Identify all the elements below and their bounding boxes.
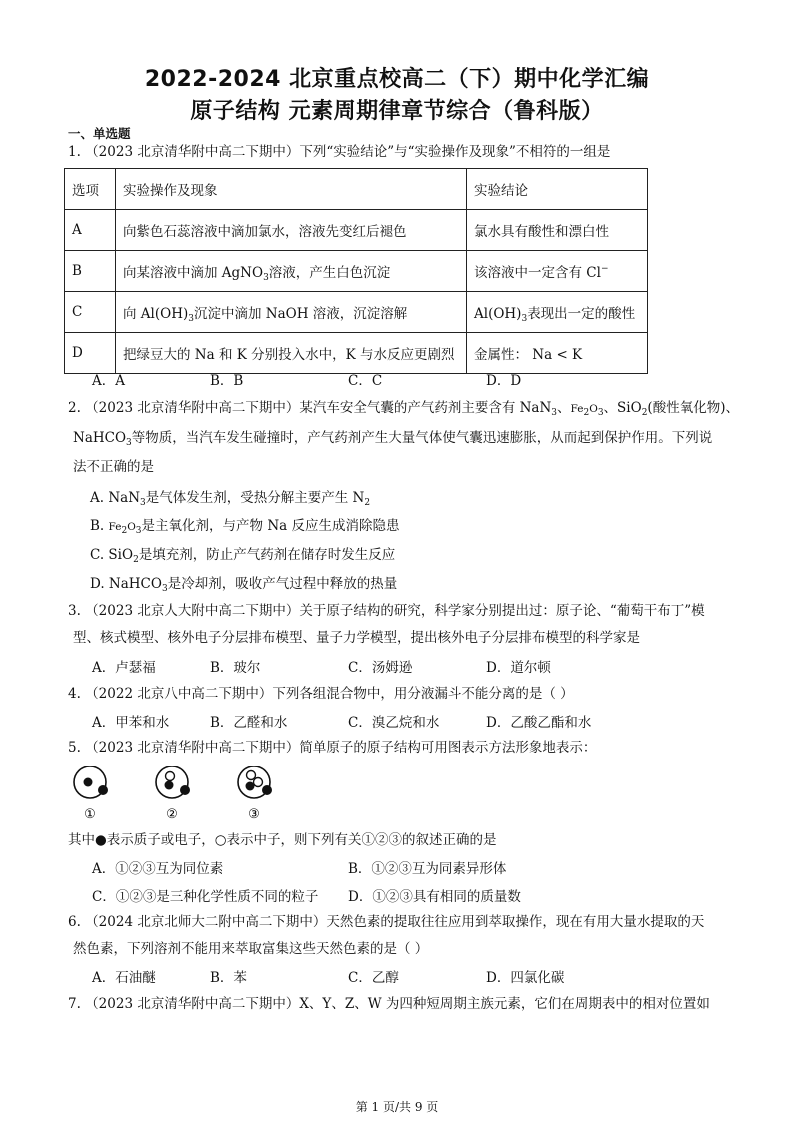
q3-option-a: A．卢瑟福	[92, 660, 156, 676]
atom-3-icon	[238, 766, 272, 798]
cell-text: 向 Al(OH)	[123, 306, 189, 322]
q5-option-d: D．①②③具有相同的质量数	[348, 889, 521, 905]
q2-line3: 法不正确的是	[73, 459, 154, 475]
q5-option-b: B．①②③互为同素异形体	[348, 861, 507, 877]
table-cell: 向紫色石蕊溶液中滴加氯水，溶液先变红后褪色	[116, 210, 467, 251]
q2-option-d: D. NaHCO$_3$是冷却剂，吸收产气过程中释放的热量	[90, 576, 398, 594]
cell-text: Al(OH)	[474, 306, 522, 322]
q4-option-b: B．乙醛和水	[210, 715, 288, 731]
table-cell	[116, 292, 467, 333]
table-row	[65, 292, 648, 333]
q6-option-a: A．石油醚	[92, 970, 156, 986]
page-footer: 第 1 页/共 9 页	[355, 1100, 439, 1114]
q2-option-b: B. $Fe_2O_3$是主氧化剂，与产物 Na 反应生成消除隐患	[90, 518, 400, 536]
q1-option-a: A．A	[92, 373, 125, 389]
q6-option-c: C．乙醇	[348, 970, 399, 986]
atom-1-icon	[74, 766, 108, 798]
superscript: −	[600, 264, 609, 274]
q2-option-a: A. NaN$_3$是气体发生剂，受热分解主要产生 $N_2$	[90, 490, 371, 508]
q3-line2: 型、核式模型、核外电子分层排布模型、量子力学模型，提出核外电子分层排布模型的科学家是	[73, 630, 640, 646]
page-subtitle: 原子结构 元素周期律章节综合（鲁科版）	[190, 99, 604, 124]
q7-line1: 7. （2023 北京清华附中高二下期中）X、Y、Z、W 为四种短周期主族元素，它们在周期表中的相对位置如	[68, 996, 710, 1012]
table-header: 选项	[65, 169, 116, 210]
table-header-row	[65, 169, 648, 210]
q1-table	[64, 168, 648, 374]
atom-2-icon	[156, 766, 190, 798]
table-row	[65, 333, 648, 374]
cell-text: 沉淀中滴加 NaOH 溶液，沉淀溶解	[193, 306, 408, 322]
table-header: 实验结论	[467, 169, 648, 210]
q3-option-d: D．道尔顿	[486, 660, 551, 676]
table-cell: B	[65, 251, 116, 292]
cell-text: 向某溶液中滴加 AgNO	[123, 265, 264, 281]
q2-option-c: C. SiO$_2$是填充剂，防止产气药剂在储存时发生反应	[90, 547, 396, 565]
page-title: 2022-2024 北京重点校高二（下）期中化学汇编	[144, 67, 650, 92]
section-heading: 一、单选题	[68, 126, 131, 141]
q3-line1: 3. （2023 北京人大附中高二下期中）关于原子结构的研究，科学家分别提出过：原子论、“葡萄干布丁”模	[68, 603, 705, 619]
atom-label: ②	[166, 807, 178, 822]
table-cell	[467, 251, 648, 292]
q4-option-d: D．乙酸乙酯和水	[486, 715, 592, 731]
atom-structure-diagram	[68, 766, 298, 826]
table-cell: C	[65, 292, 116, 333]
q4-option-a: A．甲苯和水	[92, 715, 170, 731]
q4-option-c: C．溴乙烷和水	[348, 715, 440, 731]
q6-line1: 6. （2024 北京北师大二附中高二下期中）天然色素的提取往往应用到萃取操作，现在有用大量水提取的天	[68, 914, 705, 930]
q5-option-a: A．①②③互为同位素	[92, 861, 224, 877]
table-cell: A	[65, 210, 116, 251]
q1-stem: 1. （2023 北京清华附中高二下期中）下列“实验结论”与“实验操作及现象”不相符的一组是	[68, 144, 611, 160]
q6-option-d: D．四氯化碳	[486, 970, 565, 986]
atom-label: ③	[248, 807, 260, 822]
q1-option-d: D．D	[486, 373, 522, 389]
atom-label: ①	[84, 807, 96, 822]
table-cell	[467, 292, 648, 333]
subscript: 3	[521, 314, 528, 324]
table-row	[65, 210, 648, 251]
q5-line1: 5. （2023 北京清华附中高二下期中）简单原子的原子结构可用图表示方法形象地表示：	[68, 740, 597, 756]
q1-option-b: B．B	[210, 373, 244, 389]
q6-line2: 然色素，下列溶剂不能用来萃取富集这些天然色素的是（ ）	[73, 941, 429, 957]
q6-option-b: B．苯	[210, 970, 247, 986]
table-header: 实验操作及现象	[116, 169, 467, 210]
table-cell	[116, 251, 467, 292]
q3-option-c: C．汤姆逊	[348, 660, 413, 676]
table-row	[65, 251, 648, 292]
table-cell: 氯水具有酸性和漂白性	[467, 210, 648, 251]
q5-option-c: C．①②③是三种化学性质不同的粒子	[92, 889, 319, 905]
table-cell: 金属性： Na < K	[467, 333, 648, 374]
table-cell: 把绿豆大的 Na 和 K 分别投入水中，K 与水反应更剧烈	[116, 333, 467, 374]
table-cell: D	[65, 333, 116, 374]
q4-line1: 4. （2022 北京八中高二下期中）下列各组混合物中，用分液漏斗不能分离的是（ ）	[68, 686, 574, 702]
cell-text: 溶液，产生白色沉淀	[268, 265, 391, 281]
subscript: 3	[263, 273, 269, 283]
q5-line2: 其中●表示质子或电子，○表示中子，则下列有关①②③的叙述正确的是	[68, 832, 497, 848]
cell-text: 表现出一定的酸性	[527, 306, 636, 322]
cell-text: 该溶液中一定含有 Cl	[474, 265, 601, 281]
q2-line2: NaHCO$_3$等物质，当汽车发生碰撞时，产气药剂产生大量气体使气囊迅速膨胀，从而起到保护作用。下列说	[73, 430, 713, 448]
q2-line1: 2. （2023 北京清华附中高二下期中）某汽车安全气囊的产气药剂主要含有 NaN$_3$、$Fe_2O_3$、SiO$_2$(酸性氧化物)、	[68, 400, 739, 418]
q1-option-c: C．C	[348, 373, 383, 389]
q3-option-b: B．玻尔	[210, 660, 261, 676]
subscript: 3	[188, 314, 194, 324]
